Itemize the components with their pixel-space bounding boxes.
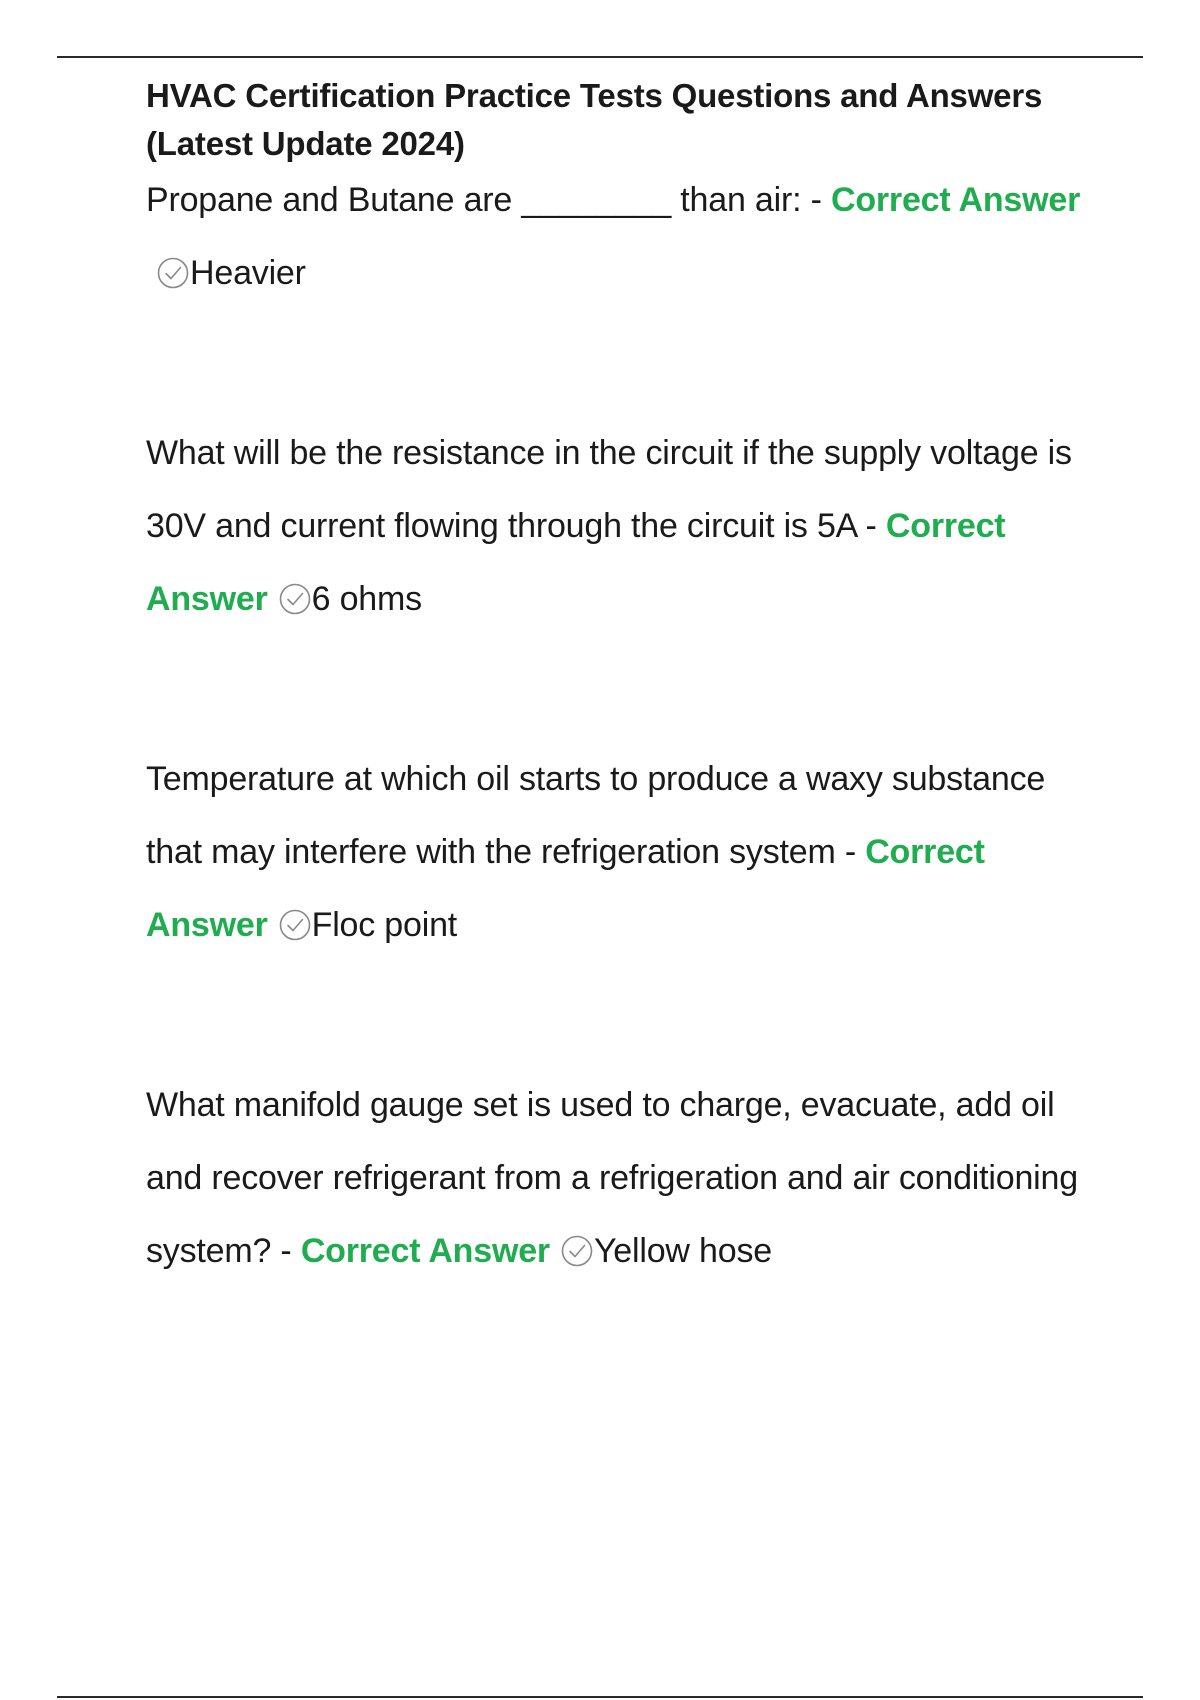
document-body [146, 72, 1106, 1288]
check-circle-icon [278, 908, 312, 942]
separator: - [801, 181, 831, 219]
top-divider [57, 56, 1143, 58]
qa-item-3 [146, 743, 1106, 962]
separator: - [271, 1232, 301, 1270]
qa-item-1 [146, 164, 1106, 310]
check-circle-icon [156, 256, 190, 290]
answer-text: Yellow hose [593, 1232, 772, 1270]
bottom-divider [57, 1696, 1143, 1698]
qa-item-2 [146, 417, 1106, 636]
correct-answer-label: Correct Answer [830, 181, 1081, 219]
correct-answer-label: Correct Answer [300, 1232, 550, 1270]
question-text: What will be the resistance in the circuit if the supply voltage is 30V and current flowing through the circuit is 5A [146, 434, 1072, 545]
correct-answer-label: Correct Answer [146, 507, 1006, 618]
check-circle-icon [278, 582, 312, 616]
answer-text: 6 ohms [311, 580, 422, 618]
question-text: Propane and Butane are ________ than air: [146, 181, 802, 219]
separator: - [856, 507, 886, 545]
check-circle-icon [560, 1234, 594, 1268]
qa-item-4 [146, 1069, 1106, 1288]
separator: - [835, 833, 866, 871]
question-text: What manifold gauge set is used to charge, evacuate, add oil and recover refrigerant from a refrigeration and air conditioning system? [146, 1086, 1078, 1270]
question-text: Temperature at which oil starts to produce a waxy substance that may interfere with the refrigeration system [146, 760, 1046, 871]
answer-text: Heavier [190, 254, 306, 292]
answer-text: Floc point [311, 906, 458, 944]
correct-answer-label: Correct Answer [146, 833, 985, 944]
document-title: HVAC Certification Practice Tests Questions and Answers (Latest Update 2024) [146, 77, 1043, 162]
